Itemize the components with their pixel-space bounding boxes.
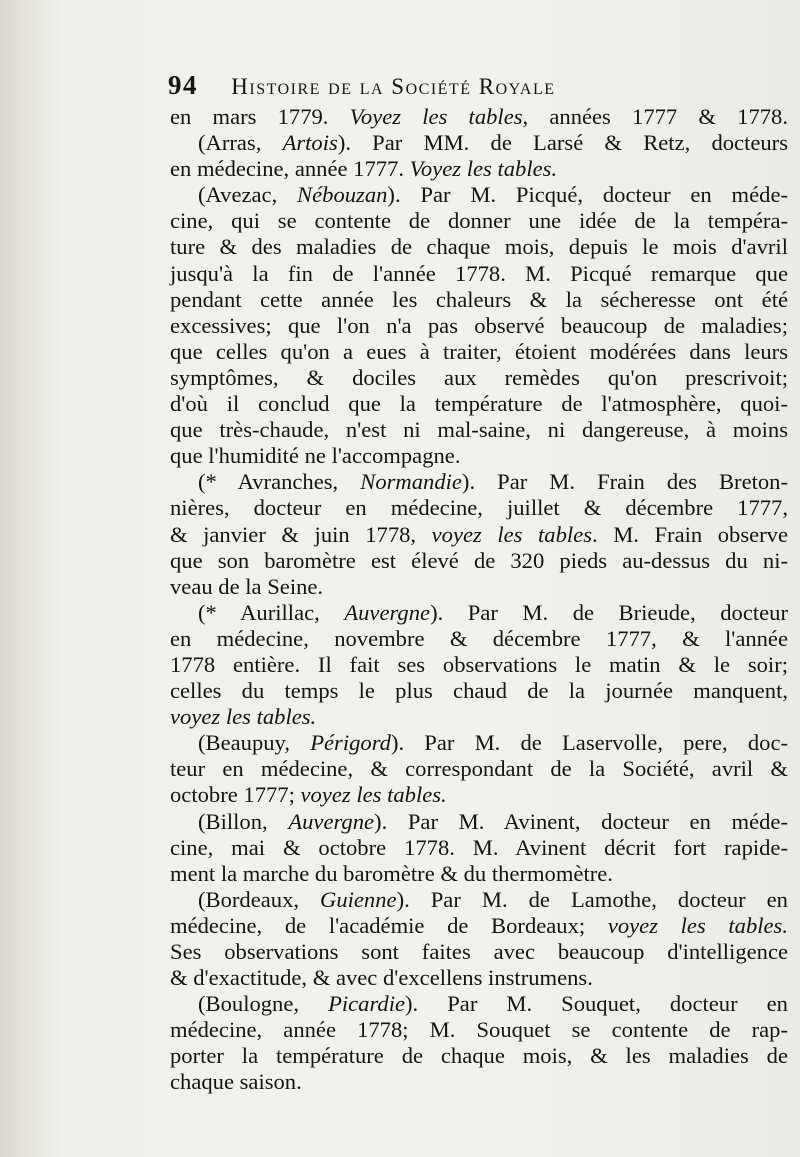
text-line [170, 809, 788, 835]
text-line [170, 730, 788, 756]
text-run: teur en médecine, & correspondant de la Société, avril & [170, 756, 788, 782]
text-run: (Bordeaux, [198, 886, 321, 912]
text-run: celles du temps le plus chaud de la journée manquent, [170, 678, 788, 704]
text-line [170, 234, 788, 260]
running-title: Histoire de la Société Royale [231, 74, 556, 99]
text-run: ment la marche du baromètre & du thermomètre. [170, 860, 613, 886]
text-run: que son baromètre est élevé de 320 pieds au-dessus du ni- [170, 547, 788, 573]
text-line [170, 704, 788, 730]
text-line [170, 600, 788, 626]
text-line [170, 1043, 788, 1069]
text-line [170, 156, 788, 182]
text-line [170, 574, 788, 600]
text-line [170, 965, 788, 991]
text-line [170, 1069, 788, 1095]
italic-run: Guienne [320, 886, 397, 912]
italic-run: Voyez les tables [349, 104, 523, 129]
page-number: 94 [168, 70, 198, 100]
text-run: porter la température de chaque mois, & les maladies de [170, 1043, 788, 1069]
text-run: ). Par M. de Lamothe, docteur en [396, 886, 788, 912]
text-run: (Arras, [198, 130, 283, 156]
text-run: ). Par MM. de Larsé & Retz, docteurs [337, 130, 788, 156]
italic-run: Voyez les tables. [409, 156, 558, 182]
text-line [170, 182, 788, 208]
text-run: pendant cette année les chaleurs & la sécheresse ont été [170, 286, 788, 312]
text-line [170, 495, 788, 521]
text-run: . M. Frain observe [592, 521, 789, 547]
text-run: ). Par M. Frain des Breton- [461, 469, 788, 495]
text-run: ). Par M. Avinent, docteur en méde- [374, 808, 788, 834]
text-run: excessives; que l'on n'a pas observé beaucoup de maladies; [170, 312, 788, 338]
body-text [170, 104, 788, 1096]
text-line [170, 835, 788, 861]
text-line [170, 887, 788, 913]
italic-run: Auvergne [344, 599, 431, 625]
text-run: cine, mai & octobre 1778. M. Avinent décrit fort rapide- [170, 834, 788, 860]
text-run: (* Avranches, [198, 469, 361, 495]
text-run: nières, docteur en médecine, juillet & décembre 1777, [170, 495, 788, 521]
text-run: & janvier & juin 1778, [170, 521, 432, 547]
text-run: chaque saison. [170, 1069, 302, 1095]
text-line [170, 861, 788, 887]
page-header [168, 70, 800, 101]
text-line [170, 130, 788, 156]
text-run: octobre 1777; [170, 782, 301, 808]
text-line [170, 652, 788, 678]
text-run: que celles qu'on a eues à traiter, étoient modérées dans leurs [170, 338, 788, 364]
text-run: d'où il conclud que la température de l'atmosphère, quoi- [170, 391, 788, 417]
text-run: ). Par M. de Laservolle, pere, doc- [390, 730, 789, 756]
italic-run: Picardie [328, 991, 406, 1017]
text-line [170, 339, 788, 365]
text-run: ). Par M. de Brieude, docteur [430, 599, 789, 625]
text-run: (* Aurillac, [198, 599, 345, 625]
italic-run: voyez les tables. [300, 782, 447, 808]
text-line [170, 678, 788, 704]
text-line [170, 313, 788, 339]
italic-run: Auvergne [288, 808, 375, 834]
text-line [170, 939, 788, 965]
text-run: 1778 entière. Il fait ses observations le matin & le soir; [170, 651, 788, 677]
text-run: jusqu'à la fin de l'année 1778. M. Picqué remarque que [170, 260, 788, 286]
text-run: symptômes, & dociles aux remèdes qu'on prescrivoit; [170, 364, 788, 390]
italic-run: Artois [282, 130, 338, 156]
text-run: veau de la Seine. [170, 573, 324, 599]
text-run: ). Par M. Picqué, docteur en méde- [387, 182, 788, 208]
text-run: en mars 1779. [170, 104, 350, 129]
text-line [170, 261, 788, 287]
text-run: cine, qui se contente de donner une idée de la tempéra- [170, 208, 788, 234]
text-run: (Boulogne, [198, 991, 329, 1017]
text-line [170, 287, 788, 313]
text-line [170, 913, 788, 939]
text-line [170, 548, 788, 574]
text-line [170, 365, 788, 391]
italic-run: voyez les tables. [607, 912, 789, 938]
text-line [170, 469, 788, 495]
text-line [170, 782, 788, 808]
italic-run: voyez les tables. [170, 704, 317, 730]
text-line [170, 443, 788, 469]
text-run: ture & des maladies de chaque mois, depuis le mois d'avril [170, 234, 788, 260]
text-line [170, 1017, 788, 1043]
text-line [170, 522, 788, 548]
text-run: que très-chaude, n'est ni mal-saine, ni dangereuse, à moins [170, 417, 788, 443]
italic-run: voyez les tables [431, 521, 592, 547]
text-line [170, 756, 788, 782]
italic-run: Normandie [360, 469, 462, 495]
text-run: que l'humidité ne l'accompagne. [170, 443, 461, 469]
text-run: en médecine, novembre & décembre 1777, & l'année [170, 625, 788, 651]
text-line [170, 417, 788, 443]
text-run: en médecine, année 1777. [170, 156, 410, 182]
text-run: (Beaupuy, [198, 730, 311, 756]
text-run: (Avezac, [198, 182, 298, 208]
text-run: médecine, année 1778; M. Souquet se contente de rap- [170, 1017, 788, 1043]
text-line [170, 104, 788, 130]
italic-run: Périgord [310, 730, 391, 756]
text-line [170, 391, 788, 417]
text-run: ). Par M. Souquet, docteur en [405, 991, 788, 1017]
italic-run: Nébouzan [297, 182, 388, 208]
text-run: & d'exactitude, & avec d'excellens instrumens. [170, 965, 593, 991]
text-run: Ses observations sont faites avec beaucoup d'intelligence [170, 939, 788, 964]
text-line [170, 208, 788, 234]
text-line [170, 626, 788, 652]
text-run: médecine, de l'académie de Bordeaux; [170, 912, 608, 938]
text-run: , années 1777 & 1778. [522, 104, 788, 129]
text-run: (Billon, [198, 808, 289, 834]
text-line [170, 991, 788, 1017]
